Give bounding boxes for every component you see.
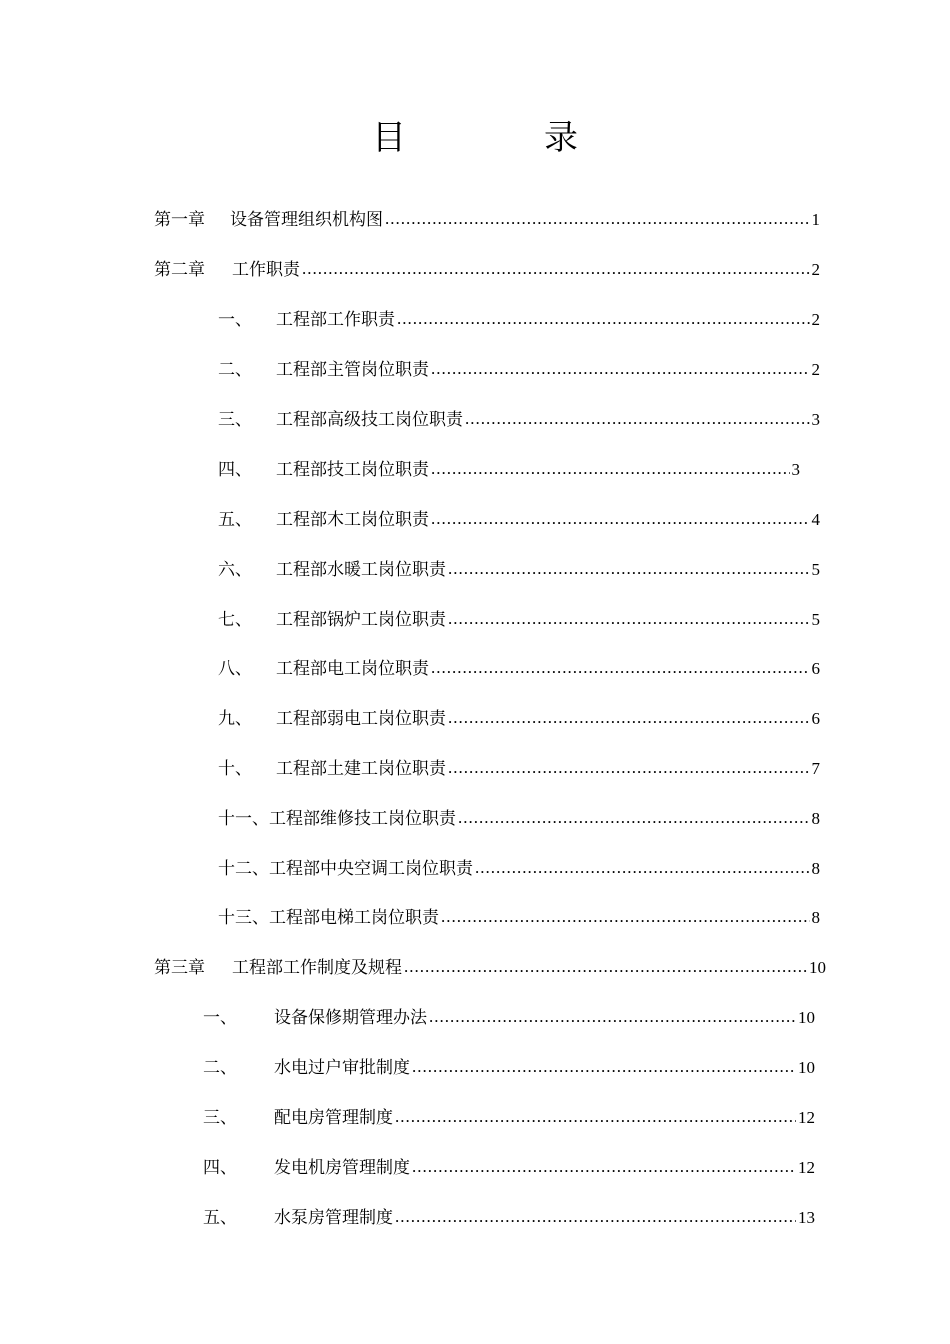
toc-label: 工程部高级技工岗位职责 [276,410,463,430]
toc-page-number: 8 [811,908,820,927]
toc-label: 工程部工作制度及规程 [232,958,402,978]
toc-number: 十三、 [218,908,269,928]
toc-number: 九、 [218,709,252,729]
toc-number: 四、 [218,460,252,480]
toc-entry-section[interactable] [218,807,820,831]
dot-leader [448,557,810,581]
toc-page-number: 10 [798,1058,815,1077]
toc-entry-section[interactable] [203,1106,815,1130]
toc-page-number: 8 [811,859,820,878]
toc-number: 三、 [218,410,252,430]
toc-page-number: 8 [811,809,820,828]
toc-entry-section[interactable] [218,558,820,582]
toc-label: 工程部土建工岗位职责 [276,759,446,779]
toc-number: 第一章 [154,210,205,230]
toc-label: 工程部锅炉工岗位职责 [276,610,446,630]
toc-entry-section[interactable] [218,358,820,382]
toc-number: 五、 [203,1208,237,1228]
toc-entry-section[interactable] [218,408,820,432]
dot-leader [397,307,810,331]
toc-label: 水电过户审批制度 [274,1058,410,1078]
dot-leader [404,955,807,979]
toc-page-number: 2 [811,360,820,379]
toc-number: 第二章 [154,260,205,280]
toc-entry-section[interactable] [218,657,820,681]
toc-number: 十、 [218,759,252,779]
dot-leader [429,1005,796,1029]
toc-number: 四、 [203,1158,237,1178]
toc-page-number: 10 [798,1008,815,1027]
dot-leader [431,457,790,481]
toc-label: 配电房管理制度 [274,1108,393,1128]
dot-leader [431,507,810,531]
toc-entry-section[interactable] [218,508,820,532]
toc-page-number: 12 [798,1108,815,1127]
toc-number: 第三章 [154,958,205,978]
toc-number: 七、 [218,610,252,630]
dot-leader [395,1105,796,1129]
toc-number: 十一、 [218,809,269,829]
toc-label: 工程部弱电工岗位职责 [276,709,446,729]
toc-page-number: 10 [809,958,826,977]
dot-leader [412,1155,796,1179]
toc-entry-section[interactable] [218,458,800,482]
toc-label: 工程部技工岗位职责 [276,460,429,480]
toc-entry-section[interactable] [203,1156,815,1180]
toc-number: 二、 [218,360,252,380]
toc-label: 设备管理组织机构图 [230,210,383,230]
dot-leader [475,856,810,880]
toc-page-number: 3 [811,410,820,429]
toc-entry-section[interactable] [218,308,820,332]
toc-entry-section[interactable] [218,757,820,781]
toc-number: 六、 [218,560,252,580]
dot-leader [302,257,810,281]
toc-page-number: 4 [811,510,820,529]
toc-label: 工程部水暖工岗位职责 [276,560,446,580]
dot-leader [448,607,810,631]
toc-label: 工作职责 [232,260,300,280]
dot-leader [448,756,810,780]
toc-label: 工程部木工岗位职责 [276,510,429,530]
toc-page-number: 2 [811,260,820,279]
toc-page-number: 6 [811,709,820,728]
dot-leader [458,806,810,830]
toc-entry-section[interactable] [218,857,820,881]
dot-leader [431,357,810,381]
dot-leader [412,1055,796,1079]
toc-number: 五、 [218,510,252,530]
toc-page-number: 12 [798,1158,815,1177]
toc-page-number: 5 [811,610,820,629]
dot-leader [385,207,810,231]
toc-label: 工程部中央空调工岗位职责 [269,859,473,879]
dot-leader [448,706,810,730]
toc-label: 水泵房管理制度 [274,1208,393,1228]
toc-entry-section[interactable] [203,1006,815,1030]
toc-number: 十二、 [218,859,269,879]
toc-label: 工程部维修技工岗位职责 [269,809,456,829]
dot-leader [441,905,810,929]
toc-entry-section[interactable] [218,608,820,632]
toc-entry-section[interactable] [218,707,820,731]
toc-entry-chapter-3[interactable] [154,956,826,980]
toc-label: 发电机房管理制度 [274,1158,410,1178]
toc-page-number: 7 [811,759,820,778]
toc-page-number: 5 [811,560,820,579]
toc-entry-section[interactable] [203,1206,815,1230]
toc-number: 八、 [218,659,252,679]
toc-entry-section[interactable] [203,1056,815,1080]
toc-entry-chapter-2[interactable] [154,258,820,282]
dot-leader [431,656,810,680]
toc-page-number: 13 [798,1208,815,1227]
toc-number: 一、 [203,1008,237,1028]
toc-page-number: 6 [811,659,820,678]
toc-number: 一、 [218,310,252,330]
toc-number: 三、 [203,1108,237,1128]
toc-label: 工程部电工岗位职责 [276,659,429,679]
toc-page-number: 1 [811,210,820,229]
toc-entry-chapter-1[interactable] [154,208,820,232]
dot-leader [465,407,810,431]
toc-label: 工程部工作职责 [276,310,395,330]
toc-label: 工程部主管岗位职责 [276,360,429,380]
toc-label: 设备保修期管理办法 [274,1008,427,1028]
toc-number: 二、 [203,1058,237,1078]
toc-page-number: 2 [811,310,820,329]
toc-entry-section[interactable] [218,906,820,930]
toc-page-number: 3 [791,460,800,479]
dot-leader [395,1205,796,1229]
toc-label: 工程部电梯工岗位职责 [269,908,439,928]
page-title: 目 录 [372,118,630,158]
